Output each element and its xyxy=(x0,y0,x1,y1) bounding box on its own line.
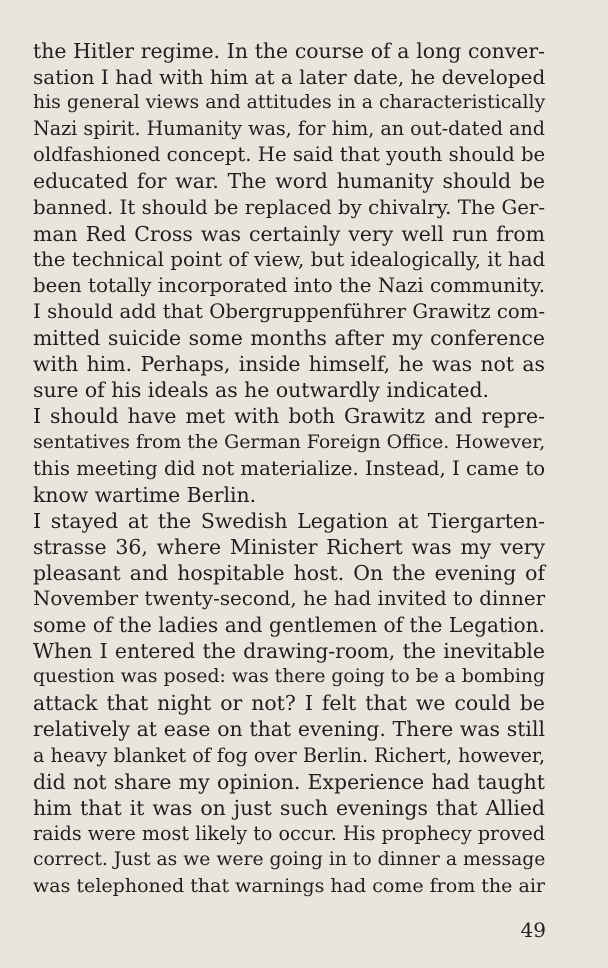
paragraph xyxy=(33,508,545,899)
text-line: man Red Cross was certainly very well run from xyxy=(33,221,545,246)
text-line: I should have met with both Grawitz and repre- xyxy=(33,404,545,429)
text-line: mitted suicide some months after my conference xyxy=(33,326,545,351)
text-line: relatively at ease on that evening. There was still xyxy=(33,717,545,742)
paragraph xyxy=(33,403,545,507)
text-line: correct. Just as we were going in to dinner a message xyxy=(33,848,546,870)
text-line: I should add that Obergruppenführer Grawitz com- xyxy=(33,299,545,323)
text-line: a heavy blanket of fog over Berlin. Richert, however, xyxy=(33,743,546,767)
page-number: 49 xyxy=(520,918,546,942)
paragraph xyxy=(33,38,545,403)
text-line: pleasant and hospitable host. On the evening of xyxy=(33,560,545,585)
text-line: attack that night or not? I felt that we could be xyxy=(33,691,545,716)
text-line: sation I had with him at a later date, he developed xyxy=(33,65,546,90)
text-line: did not share my opinion. Experience had taught xyxy=(33,769,545,794)
text-line: been totally incorporated into the Nazi community. xyxy=(33,273,545,297)
text-line: sentatives from the German Foreign Office. However, xyxy=(33,431,546,454)
text-line: was telephoned that warnings had come from the air xyxy=(33,875,545,897)
text-line: November twenty-second, he had invited to dinner xyxy=(33,586,546,610)
text-line: know wartime Berlin. xyxy=(33,482,257,507)
text-line: some of the ladies and gentlemen of the Legation. xyxy=(33,613,545,638)
text-line: raids were most likely to occur. His prophecy proved xyxy=(33,821,546,845)
text-line: banned. It should be replaced by chivalry. The Ger- xyxy=(33,195,545,219)
text-line: sure of his ideals as he outwardly indicated. xyxy=(33,378,489,403)
text-line: I stayed at the Swedish Legation at Tiergarten- xyxy=(33,508,545,533)
body-text xyxy=(33,38,545,899)
text-line: question was posed: was there going to be a bombing xyxy=(33,666,545,688)
text-line: this meeting did not materialize. Instead, I came to xyxy=(33,456,546,480)
text-line: Nazi spirit. Humanity was, for him, an out-dated and xyxy=(33,117,545,141)
text-line: with him. Perhaps, inside himself, he was not as xyxy=(33,352,545,377)
text-line: oldfashioned concept. He said that youth should be xyxy=(33,143,546,167)
text-line: the technical point of view, but idealogically, it had xyxy=(33,247,546,271)
text-line: educated for war. The word humanity should be xyxy=(33,169,545,194)
text-line: his general views and attitudes in a characteristically xyxy=(33,92,546,114)
text-line: the Hitler regime. In the course of a long conver- xyxy=(33,39,545,63)
text-line: him that it was on just such evenings that Allied xyxy=(33,795,545,820)
text-line: strasse 36, where Minister Richert was my very xyxy=(33,534,545,559)
text-line: When I entered the drawing-room, the inevitable xyxy=(33,639,545,664)
